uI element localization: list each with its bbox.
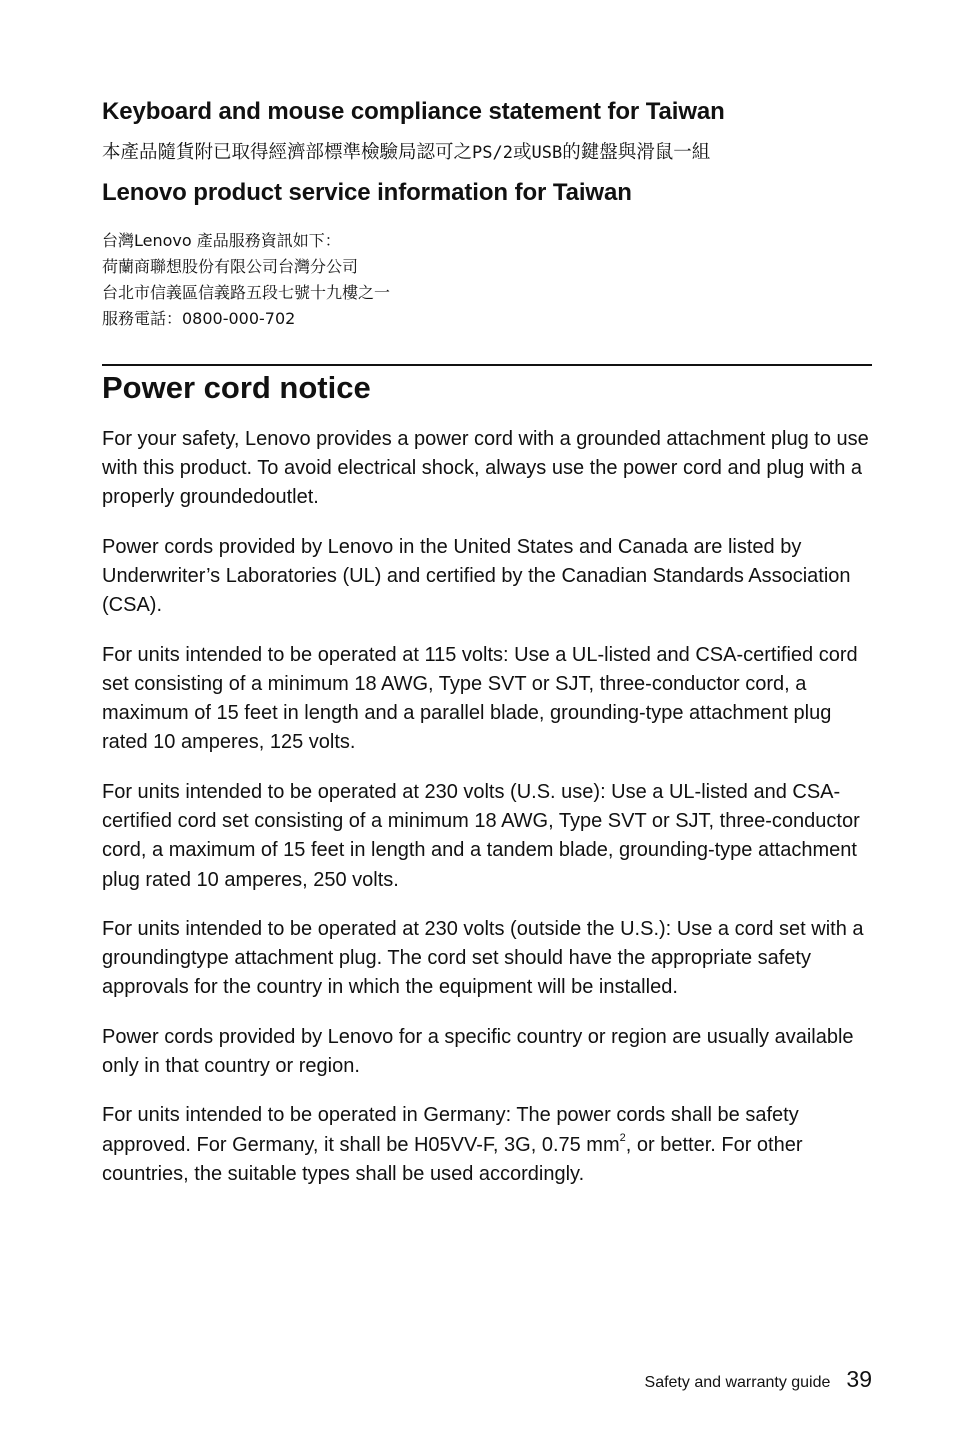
germany-superscript: 2 (619, 1132, 626, 1144)
germany-text-b: , or better. For other countries, the suitable types shall be used accordingly. (102, 1133, 803, 1185)
keyboard-text-part-e: 的鍵盤與滑鼠一組 (562, 142, 711, 164)
power-paragraph: For units intended to be operated at 230 volts (U.S. use): Use a UL-listed and CSA-certified cord set consisting of a minimum 18 AWG, Type SVT or SJT, three-conductor cord, a maximum of 15 feet in length and a tandem blade, grounding-type attachment plug rated 10 amperes, 250 volts. (102, 780, 860, 891)
service-line: 台灣Lenovo 產品服務資訊如下： (102, 231, 341, 251)
power-paragraph-germany (102, 1101, 872, 1189)
power-paragraph: Power cords provided by Lenovo for a specific country or region are usually available only in that country or region. (102, 1025, 854, 1078)
keyboard-compliance-text (102, 141, 872, 165)
footer-guide-title: Safety and warranty guide (644, 1374, 831, 1391)
keyboard-text-part-a: 本產品隨貨附已取得經濟部標準檢驗局認可之 (102, 142, 473, 164)
keyboard-text-usb: USB (531, 143, 563, 164)
section-divider (102, 364, 872, 366)
document-page (102, 96, 872, 1189)
power-paragraph: Power cords provided by Lenovo in the United States and Canada are listed by Underwriter’s Laboratories (UL) and certified by the Canadian Standards Association (CSA). (102, 535, 851, 617)
power-paragraph: For units intended to be operated at 115 volts: Use a UL-listed and CSA-certified cord set consisting of a minimum 18 AWG, Type SVT or SJT, three-conductor cord, a maximum of 15 feet in length and a parallel blade, grounding-type attachment plug rated 10 amperes, 125 volts. (102, 643, 858, 754)
page-number: 39 (846, 1366, 872, 1392)
keyboard-compliance-heading: Keyboard and mouse compliance statement for Taiwan (102, 98, 725, 125)
service-address-block (102, 228, 872, 332)
service-line: 台北市信義區信義路五段七號十九樓之一 (102, 283, 391, 303)
service-line: 荷蘭商聯想股份有限公司台灣分公司 (102, 257, 359, 277)
power-cord-heading: Power cord notice (102, 370, 371, 406)
power-paragraph: For units intended to be operated at 230 volts (outside the U.S.): Use a cord set with a groundingtype attachment plug. The cord set should have the appropriate safety approvals for the country in which the equipment will be installed. (102, 917, 864, 999)
germany-text-a: For units intended to be operated in Germany: The power cords shall be safety approved. For Germany, it shall be H05VV-F, 3G, 0.75 mm (102, 1104, 799, 1156)
keyboard-text-ps2: PS/2 (472, 143, 513, 164)
keyboard-text-part-c: 或 (512, 142, 532, 164)
service-line: 服務電話：0800-000-702 (102, 309, 296, 329)
power-paragraph: For your safety, Lenovo provides a power cord with a grounded attachment plug to use with this product. To avoid electrical shock, always use the power cord and plug with a properly groundedoutlet. (102, 427, 869, 509)
service-info-heading: Lenovo product service information for Taiwan (102, 179, 632, 207)
page-footer (645, 1366, 872, 1393)
